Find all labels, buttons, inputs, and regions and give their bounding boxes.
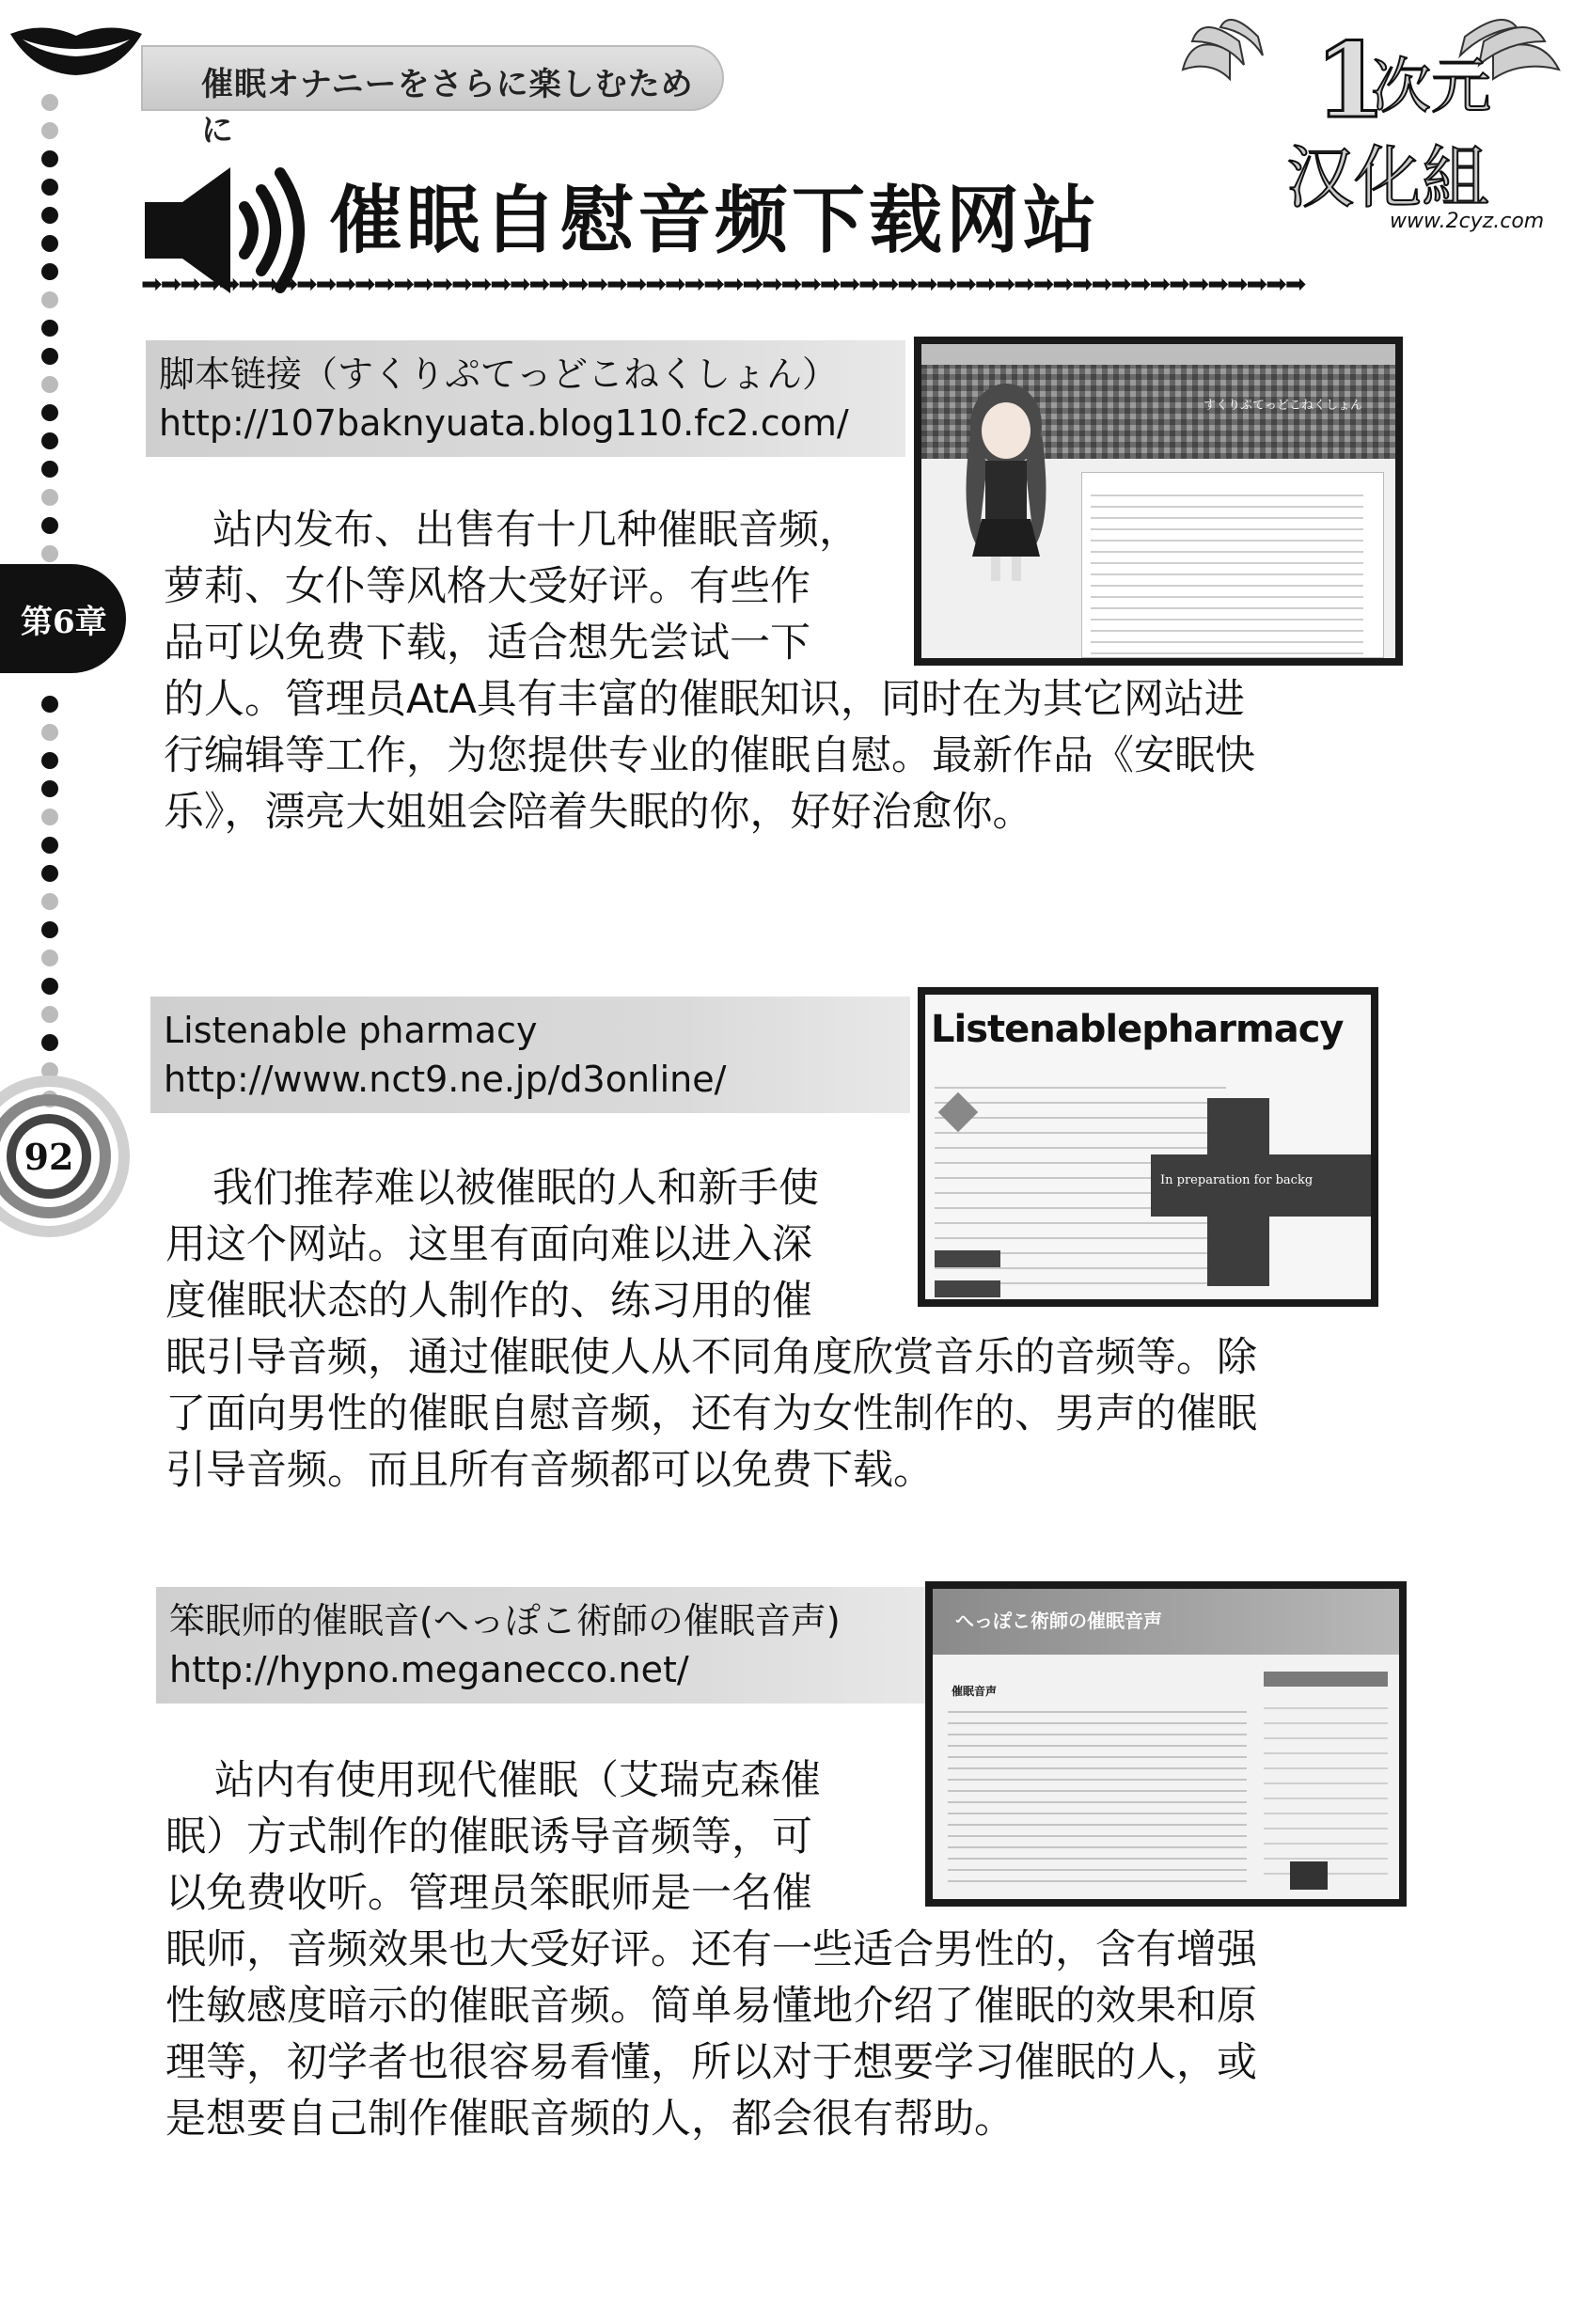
site-desc-1-line-5: 行编辑等工作，为您提供专业的催眠自慰。最新作品《安眠快 xyxy=(164,732,1255,779)
svg-text:次元: 次元 xyxy=(1371,53,1491,122)
site-label-2 xyxy=(150,997,910,1113)
site-name-3: 笨眠师的催眠音(へっぽこ術師の催眠音声) xyxy=(169,1600,841,1641)
site-desc-3-line-1: 站内有使用现代催眠（艾瑞克森催 xyxy=(214,1757,821,1804)
site-desc-1-line-3: 品可以免费下载，适合想先尝试一下 xyxy=(164,620,810,667)
site-url-3[interactable]: http://hypno.meganecco.net/ xyxy=(169,1649,689,1690)
anime-girl-illustration xyxy=(950,378,1062,585)
site-desc-2-line-6: 引导音频。而且所有音频都可以免费下载。 xyxy=(165,1447,934,1494)
site-desc-3-line-7: 是想要自己制作催眠音频的人，都会很有帮助。 xyxy=(165,2096,1015,2143)
site-desc-3-line-4: 眠师，音频效果也大受好评。还有一些适合男性的，含有增强 xyxy=(165,1926,1257,1973)
svg-text:1: 1 xyxy=(1314,20,1387,141)
site-label-3 xyxy=(156,1587,935,1704)
group-logo xyxy=(1173,13,1568,239)
site-desc-1-line-6: 乐》，漂亮大姐姐会陪着失眠的你，好好治愈你。 xyxy=(164,789,1033,836)
page-number: 92 xyxy=(24,1136,74,1178)
page-title: 催眠自慰音频下载网站 xyxy=(329,179,1101,263)
site-screenshot-1 xyxy=(914,337,1403,666)
site-1-header-title: すくりぷてっどこねくしょん xyxy=(1204,399,1363,413)
site-desc-3-line-6: 理等，初学者也很容易看懂，所以对于想要学习催眠的人，或 xyxy=(165,2039,1257,2086)
site-screenshot-3 xyxy=(925,1581,1407,1907)
site-url-2[interactable]: http://www.nct9.ne.jp/d3online/ xyxy=(164,1059,727,1100)
site-desc-2-line-3: 度催眠状态的人制作的、练习用的催 xyxy=(165,1278,812,1325)
site-2-logo-text: Listenablepharmacy xyxy=(931,1008,1344,1051)
arrow-divider: ➡➡➡➡➡➡➡➡➡➡➡➡➡➡➡➡➡➡➡➡➡➡➡➡➡➡➡➡➡➡➡➡➡➡➡➡➡➡➡➡➡➡➡➡➡➡➡➡➡➡➡➡➡➡➡➡➡➡➡➡ xyxy=(141,271,1305,299)
lips-icon xyxy=(6,17,147,83)
site-desc-2-line-2: 用这个网站。这里有面向难以进入深 xyxy=(165,1221,812,1268)
site-label-1 xyxy=(146,340,905,457)
site-desc-1-line-4: 的人。管理员AtA具有丰富的催眠知识，同时在为其它网站进 xyxy=(164,676,1245,723)
site-desc-3-line-5: 性敏感度暗示的催眠音频。简单易懂地介绍了催眠的效果和原 xyxy=(165,1983,1257,2030)
site-3-header-title: へっぽこ術師の催眠音声 xyxy=(955,1610,1162,1632)
page-number-badge xyxy=(0,1062,141,1250)
site-url-1[interactable]: http://107baknyuata.blog110.fc2.com/ xyxy=(159,402,849,444)
chapter-header-banner xyxy=(141,45,724,149)
header-banner-text: 催眠オナニーをさらに楽しむために xyxy=(201,66,694,149)
chapter-tab xyxy=(0,564,126,673)
site-desc-2-line-4: 眠引导音频，通过催眠使人从不同角度欣赏音乐的音频等。除 xyxy=(165,1334,1257,1381)
site-desc-2-line-5: 了面向男性的催眠自慰音频，还有为女性制作的、男声的催眠 xyxy=(165,1390,1257,1437)
site-name-2: Listenable pharmacy xyxy=(164,1010,538,1051)
chapter-label: 第6章 xyxy=(21,604,107,641)
site-desc-1-line-1: 站内发布、出售有十几种催眠音频， xyxy=(212,507,859,554)
site-desc-3-line-3: 以免费收听。管理员笨眠师是一名催 xyxy=(165,1870,812,1917)
site-desc-1-line-2: 萝莉、女仆等风格大受好评。有些作 xyxy=(164,563,810,610)
site-desc-3-line-2: 眠）方式制作的催眠诱导音频等，可 xyxy=(165,1814,812,1861)
svg-text:汉化組: 汉化組 xyxy=(1286,138,1490,217)
site-3-section-heading: 催眠音声 xyxy=(952,1685,998,1698)
site-desc-2-line-1: 我们推荐难以被催眠的人和新手使 xyxy=(212,1165,819,1212)
svg-text:www.2cyz.com: www.2cyz.com xyxy=(1390,210,1545,233)
site-name-1: 脚本链接（すくりぷてっどこねくしょん） xyxy=(159,353,839,395)
site-screenshot-2 xyxy=(918,987,1378,1307)
site-2-prep-text: In preparation for backg xyxy=(1160,1173,1314,1187)
